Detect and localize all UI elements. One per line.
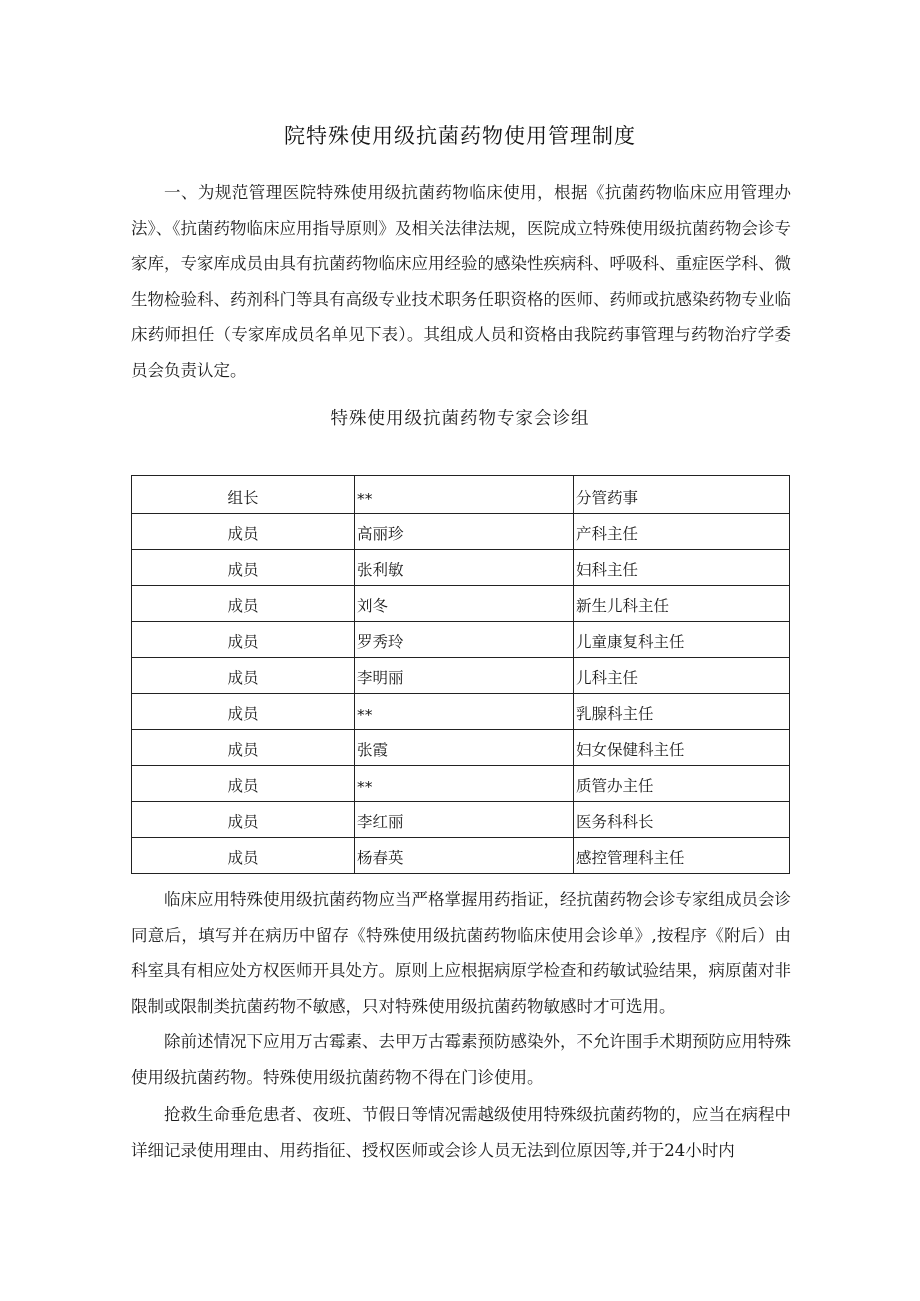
role-cell: 成员 (132, 514, 355, 550)
name-cell: 刘冬 (355, 586, 574, 622)
role-cell: 成员 (132, 766, 355, 802)
role-cell: 成员 (132, 658, 355, 694)
role-cell: 成员 (132, 838, 355, 874)
table-row (132, 476, 790, 514)
post-cell: 医务科科长 (574, 802, 790, 838)
table-row (132, 838, 790, 874)
table-row (132, 766, 790, 802)
role-cell: 成员 (132, 802, 355, 838)
name-cell: 杨春英 (355, 838, 574, 874)
post-cell: 产科主任 (574, 514, 790, 550)
name-cell: 李明丽 (355, 658, 574, 694)
role-cell: 成员 (132, 622, 355, 658)
name-cell: ** (355, 694, 574, 730)
role-cell: 组长 (132, 476, 355, 514)
post-cell: 质管办主任 (574, 766, 790, 802)
post-cell: 乳腺科主任 (574, 694, 790, 730)
document-title: 院特殊使用级抗菌药物使用管理制度 (284, 124, 636, 148)
table-row (132, 802, 790, 838)
role-cell: 成员 (132, 730, 355, 766)
post-cell: 新生儿科主任 (574, 586, 790, 622)
name-cell: ** (355, 766, 574, 802)
table-row (132, 658, 790, 694)
name-cell: 张霞 (355, 730, 574, 766)
table-row (132, 730, 790, 766)
post-cell: 儿科主任 (574, 658, 790, 694)
post-cell: 妇女保健科主任 (574, 730, 790, 766)
paragraph-3: 除前述情况下应用万古霉素、去甲万古霉素预防感染外，不允许围手术期预防应用特殊使用级抗菌药物。特殊使用级抗菌药物不得在门诊使用。 (131, 1032, 791, 1087)
table-row (132, 550, 790, 586)
role-cell: 成员 (132, 550, 355, 586)
post-cell: 分管药事 (574, 476, 790, 514)
role-cell: 成员 (132, 586, 355, 622)
name-cell: 张利敏 (355, 550, 574, 586)
table-title: 特殊使用级抗菌药物专家会诊组 (330, 409, 590, 429)
name-cell: 李红丽 (355, 802, 574, 838)
table-row (132, 514, 790, 550)
post-cell: 儿童康复科主任 (574, 622, 790, 658)
name-cell: 高丽珍 (355, 514, 574, 550)
paragraph-1: 一、为规范管理医院特殊使用级抗菌药物临床使用，根据《抗菌药物临床应用管理办法》、《抗菌药物临床应用指导原则》及相关法律法规，医院成立特殊使用级抗菌药物会诊专家库，专家库成员由具有抗菌药物临床应用经验的感染性疾病科、呼吸科、重症医学科、微生物检验科、药剂科门等具有高级专业技术职务任职资格的医师、药师或抗感染药物专业临床药师担任（专家库成员名单见下表）。其组成人员和资格由我院药事管理与药物治疗学委员会负责认定。 (131, 183, 791, 380)
role-cell: 成员 (132, 694, 355, 730)
expert-table-body (132, 476, 790, 874)
expert-table (131, 475, 790, 874)
table-row (132, 586, 790, 622)
post-cell: 妇科主任 (574, 550, 790, 586)
name-cell: 罗秀玲 (355, 622, 574, 658)
paragraph-2: 临床应用特殊使用级抗菌药物应当严格掌握用药指证，经抗菌药物会诊专家组成员会诊同意后，填写并在病历中留存《特殊使用级抗菌药物临床使用会诊单》,按程序《附后）由科室具有相应处方权医师开具处方。原则上应根据病原学检查和药敏试验结果，病原菌对非限制或限制类抗菌药物不敏感，只对特殊使用级抗菌药物敏感时才可选用。 (131, 890, 791, 1016)
name-cell: ** (355, 476, 574, 514)
table-row (132, 694, 790, 730)
post-cell: 感控管理科主任 (574, 838, 790, 874)
table-row (132, 622, 790, 658)
paragraph-4: 抢救生命垂危患者、夜班、节假日等情况需越级使用特殊级抗菌药物的，应当在病程中详细记录使用理由、用药指征、授权医师或会诊人员无法到位原因等,并于24小时内 (131, 1105, 791, 1160)
